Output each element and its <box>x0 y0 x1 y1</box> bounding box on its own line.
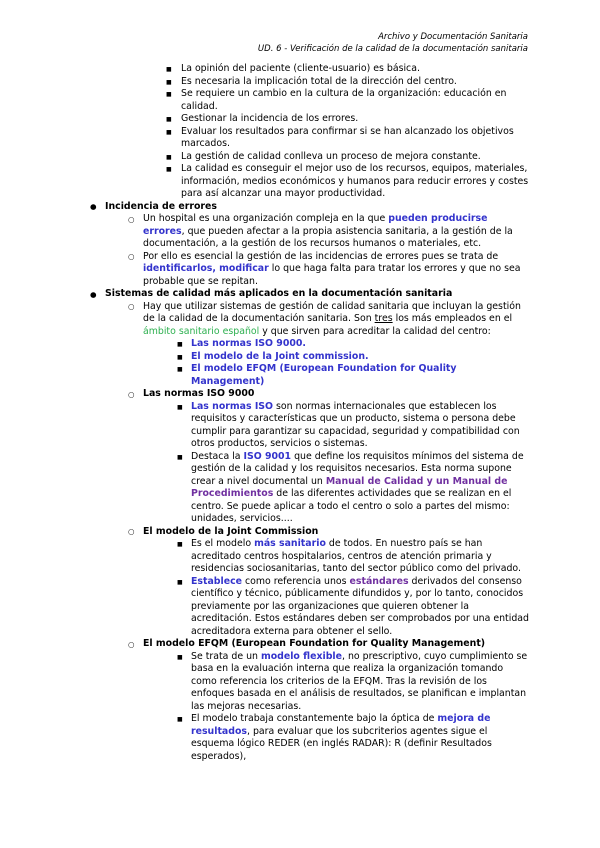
bullet-icon: ■ <box>177 578 183 586</box>
list-item-text <box>181 113 358 124</box>
text-segment: , que pueden afectar a la propia asistencia sanitaria, a la gestión de la documentación, a la gestión de los recursos humanos o materiales, etc. <box>143 225 513 249</box>
text-segment: Se trata de un <box>191 650 261 662</box>
text-segment: y que sirven para acreditar la calidad del centro: <box>259 325 491 337</box>
bullet-icon: ○ <box>128 302 135 311</box>
text-segment: lo que haga falta para tratar los errores y que no sea probable que se repitan. <box>143 263 521 287</box>
bullet-icon: ■ <box>177 341 183 348</box>
list-item-text <box>181 63 420 74</box>
text-segment: Las normas ISO 9000 <box>143 388 255 399</box>
text-segment: Hay que utilizar sistemas de gestión de calidad sanitaria que incluyan la gestión de la calidad de la documentación sanitaria. Son <box>143 300 521 324</box>
text-segment: La opinión del paciente (cliente-usuario) es básica. <box>181 63 420 74</box>
list-item <box>0 651 530 714</box>
list-item <box>0 526 530 539</box>
bullet-icon: ■ <box>177 653 183 661</box>
text-segment: identificarlos, modificar <box>143 263 269 274</box>
list-item <box>0 401 530 451</box>
text-segment: Se requiere un cambio en la cultura de la organización: educación en calidad. <box>181 88 507 112</box>
text-segment: Destaca la <box>191 450 244 462</box>
header-unit-line: UD. 6 - Verificación de la calidad de la documentación sanitaria <box>257 44 528 54</box>
list-item <box>0 638 530 651</box>
list-item-text <box>181 163 528 199</box>
list-item-text <box>143 251 520 287</box>
list-item-text <box>191 538 521 574</box>
text-segment: de todos. En nuestro país se han acreditado centros hospitalarios, centros de atención primaria y residencias sociosanitarias, tanto del sector público como del privado. <box>191 538 521 574</box>
text-segment: Es necesaria la implicación total de la dirección del centro. <box>181 75 457 87</box>
text-segment: Las normas ISO 9000. <box>191 338 306 349</box>
text-segment: Gestionar la incidencia de los errores. <box>181 113 359 124</box>
list-item <box>0 88 530 113</box>
bullet-icon: ■ <box>177 353 183 361</box>
text-segment: ámbito sanitario español <box>143 325 260 337</box>
text-segment: El modelo EFQM (European Foundation for Quality Management) <box>143 638 486 649</box>
text-segment: El modelo trabaja constantemente bajo la óptica de <box>191 713 438 724</box>
text-segment: La calidad es conseguir el mejor uso de los recursos, equipos, materiales, información, medios económicos y humanos para reducir errores y costes para así alcanzar una mayor productividad. <box>181 163 529 199</box>
list-item-text <box>181 126 514 150</box>
text-segment: El modelo de la Joint Commission <box>143 525 319 537</box>
list-item <box>0 201 530 214</box>
text-segment: Por ello es esencial la gestión de las incidencias de errores pues se trata de <box>143 250 499 262</box>
text-segment: Establece <box>191 575 242 587</box>
text-segment: La gestión de calidad conlleva un proceso de mejora constante. <box>181 150 481 162</box>
text-segment: Incidencia de errores <box>105 200 217 212</box>
text-segment: de las diferentes actividades que se realizan en el centro. Se puede aplicar a todo el centro o solo a partes del mismo: unidades, servicios.... <box>191 488 512 524</box>
bullet-icon: ■ <box>166 78 172 86</box>
text-segment: , no prescriptivo, cuyo cumplimiento se basa en la evaluación interna que realiza la organización tomando como referencia los criterios de la EFQM. Tras la revisión de los enfoques basada en el análisis de resultados, se planifican e implantan las mejoras necesarias. <box>191 650 528 712</box>
list-item <box>0 288 530 301</box>
list-item <box>0 538 530 576</box>
list-item-text <box>191 713 492 762</box>
text-segment: estándares <box>349 575 409 587</box>
list-item-text <box>191 401 520 450</box>
bullet-icon: ■ <box>166 116 172 123</box>
text-segment: derivados del consenso científico y técnico, públicamente difundidos y, por lo tanto, conocidos previamente por las organizaciones que quieren obtener la acreditación. Estos estándares deben ser comprobados por una entidad acreditadora externa para obtener el sello. <box>191 575 529 637</box>
list-item-text <box>181 151 481 162</box>
document-body <box>0 63 600 763</box>
text-segment: pueden producirse errores <box>143 213 488 237</box>
list-item-text <box>105 288 452 299</box>
bullet-icon: ○ <box>128 214 135 224</box>
list-item <box>0 63 530 76</box>
bullet-icon: ○ <box>128 527 135 536</box>
header-course-line: Archivo y Documentación Sanitaria <box>378 32 528 42</box>
text-segment: tres <box>374 313 393 324</box>
list-item-text <box>191 451 524 525</box>
document-header <box>0 31 600 55</box>
text-segment: El modelo EFQM (European Foundation for Quality Management) <box>191 363 457 387</box>
bullet-icon: ■ <box>177 403 183 411</box>
list-item <box>0 151 530 164</box>
bullet-icon: ■ <box>177 716 183 723</box>
text-segment: son normas internacionales que establecen los requisitos y características que un producto, sistema o persona debe cumplir para garantizar su capacidad, seguridad y compatibilidad con otros productos, servicios o sistemas. <box>191 400 520 449</box>
bullet-icon: ● <box>90 289 97 299</box>
list-item <box>0 351 530 364</box>
list-item <box>0 363 530 388</box>
list-item <box>0 451 530 526</box>
text-segment: ISO 9001 <box>243 450 292 462</box>
bullet-icon: ■ <box>166 166 172 173</box>
bullet-icon: ○ <box>128 252 135 261</box>
bullet-icon: ■ <box>177 453 183 461</box>
text-segment: Sistemas de calidad más aplicados en la documentación sanitaria <box>105 288 453 299</box>
text-segment: , para evaluar que los subcriterios agentes sigue el esquema lógico REDER (en inglés RADAR): R (definir Resultados esperados), <box>191 725 492 762</box>
list-item-text <box>191 338 306 349</box>
text-segment: Evaluar los resultados para confirmar si se han alcanzado los objetivos marcados. <box>181 125 514 149</box>
text-segment: los más empleados en el <box>392 313 513 324</box>
list-item-text <box>143 213 513 249</box>
list-item <box>0 338 530 351</box>
list-item <box>0 126 530 151</box>
list-item-text <box>191 651 527 712</box>
text-segment: más sanitario <box>254 538 326 549</box>
list-item <box>0 163 530 201</box>
text-segment: Manual de Calidad y un Manual de Procedimientos <box>191 475 508 499</box>
list-item-text <box>143 388 254 399</box>
bullet-icon: ■ <box>166 91 172 98</box>
bullet-icon: ■ <box>177 366 183 373</box>
list-item-text <box>181 88 506 112</box>
text-segment: Un hospital es una organización compleja en la que <box>143 213 389 224</box>
list-item <box>0 576 530 639</box>
bullet-icon: ○ <box>128 639 135 649</box>
list-item-text <box>143 526 318 537</box>
bullet-icon: ■ <box>166 66 172 73</box>
bullet-icon: ■ <box>166 153 172 161</box>
list-item <box>0 251 530 289</box>
text-segment: como referencia unos <box>242 575 350 587</box>
list-item <box>0 388 530 401</box>
list-item <box>0 213 530 251</box>
text-segment: El modelo de la Joint commission. <box>191 350 369 362</box>
text-segment: Las normas ISO <box>191 400 274 412</box>
bullet-icon: ■ <box>166 128 172 136</box>
list-item-text <box>191 363 457 387</box>
list-item-text <box>143 301 521 337</box>
bullet-icon: ■ <box>177 541 183 548</box>
text-segment: mejora de resultados <box>191 713 491 737</box>
text-segment: que define los requisitos mínimos del sistema de gestión de la calidad y los requisitos necesarios. Esta norma supone crear a nivel documental un <box>191 450 524 487</box>
list-item-text <box>191 351 369 362</box>
text-segment: Es el modelo <box>191 538 255 549</box>
bullet-icon: ● <box>90 202 97 211</box>
list-item-text <box>181 76 457 87</box>
list-item <box>0 301 530 339</box>
list-item <box>0 713 530 763</box>
list-item-text <box>191 576 529 637</box>
list-item-text <box>143 638 485 649</box>
bullet-icon: ○ <box>128 389 135 399</box>
list-item-text <box>105 201 217 212</box>
list-item <box>0 113 530 126</box>
list-item <box>0 76 530 89</box>
text-segment: modelo flexible <box>260 650 342 662</box>
